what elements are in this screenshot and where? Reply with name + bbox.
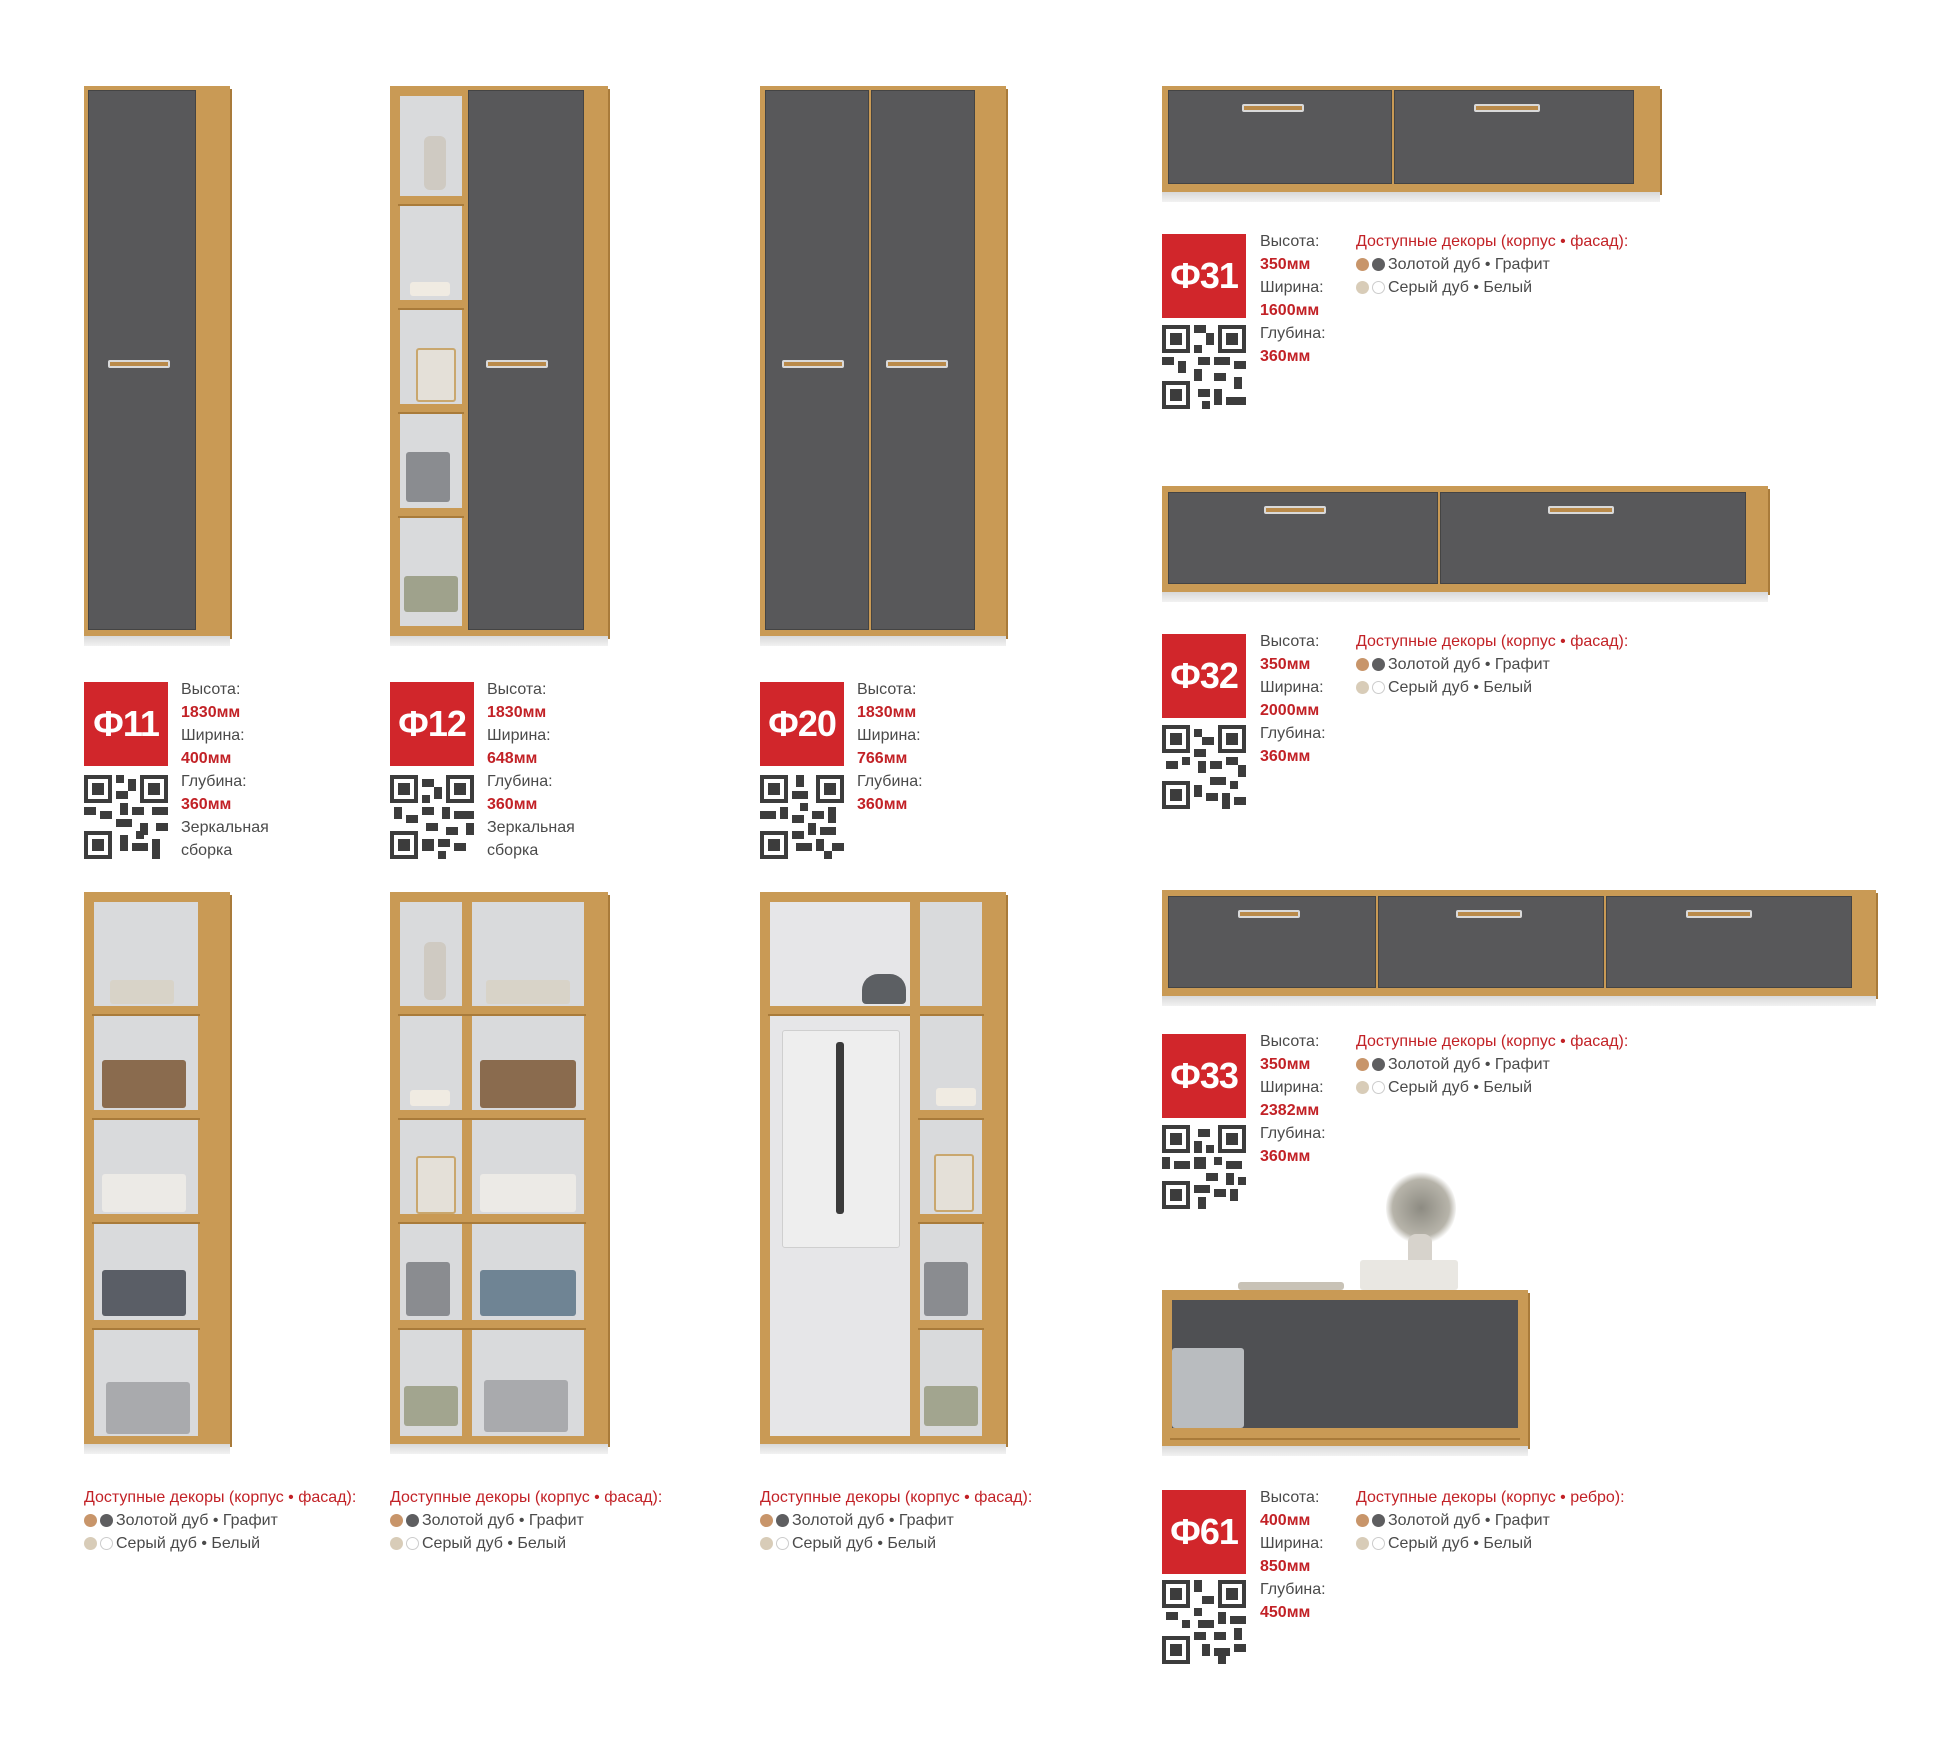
golden-oak-swatch-icon bbox=[1356, 258, 1369, 271]
door-handle bbox=[108, 360, 170, 368]
depth-value: 360мм bbox=[181, 796, 232, 813]
width-label: Ширина: bbox=[487, 727, 551, 744]
qr-code-icon bbox=[760, 775, 844, 859]
height-label: Высота: bbox=[1260, 1033, 1320, 1050]
flap-handle bbox=[1264, 506, 1326, 514]
shelving-f11-open-image bbox=[84, 892, 230, 1444]
decor-option-grey-oak-white bbox=[1356, 276, 1628, 299]
decor-option-grey-oak-white bbox=[1356, 1076, 1628, 1099]
decor-option-grey-oak-white bbox=[760, 1532, 1032, 1555]
decor-option-label: Золотой дуб • Графит bbox=[792, 1512, 954, 1529]
decor-option-label: Золотой дуб • Графит bbox=[116, 1512, 278, 1529]
decor-options-header: Доступные декоры (корпус • ребро): bbox=[1356, 1489, 1625, 1506]
wardrobe-f11-image bbox=[84, 86, 230, 636]
product-code-badge-f32: Ф32 bbox=[1162, 634, 1246, 718]
bench-f61-decor bbox=[1360, 1240, 1488, 1290]
decor-option-label: Серый дуб • Белый bbox=[792, 1535, 937, 1552]
door-handle bbox=[782, 360, 844, 368]
shelving-f12-open-image bbox=[390, 892, 608, 1444]
width-value: 766мм bbox=[857, 750, 908, 767]
height-label: Высота: bbox=[1260, 233, 1320, 250]
height-value: 1830мм bbox=[181, 704, 241, 721]
decor-option-label: Серый дуб • Белый bbox=[1388, 1535, 1533, 1552]
grey-oak-swatch-icon bbox=[1356, 681, 1369, 694]
height-value: 400мм bbox=[1260, 1512, 1311, 1529]
width-label: Ширина: bbox=[1260, 1535, 1324, 1552]
height-value: 1830мм bbox=[857, 704, 917, 721]
height-label: Высота: bbox=[857, 681, 917, 698]
width-value: 2000мм bbox=[1260, 702, 1320, 719]
graphite-swatch-icon bbox=[1372, 258, 1385, 271]
white-swatch-icon bbox=[1372, 681, 1385, 694]
decor-options-f20-open bbox=[760, 1486, 1032, 1555]
mirror-assembly-note-2: сборка bbox=[487, 842, 539, 859]
specs-f31 bbox=[1260, 230, 1326, 368]
mirror-assembly-note-2: сборка bbox=[181, 842, 233, 859]
height-label: Высота: bbox=[181, 681, 241, 698]
golden-oak-swatch-icon bbox=[760, 1514, 773, 1527]
decor-option-label: Серый дуб • Белый bbox=[422, 1535, 567, 1552]
depth-label: Глубина: bbox=[1260, 1125, 1326, 1142]
flap-handle bbox=[1456, 910, 1522, 918]
decor-option-label: Золотой дуб • Графит bbox=[1388, 1512, 1550, 1529]
product-code-badge-f11: Ф11 bbox=[84, 682, 168, 766]
decor-option-grey-oak-white bbox=[1356, 676, 1628, 699]
white-swatch-icon bbox=[406, 1537, 419, 1550]
bench-f61-image bbox=[1162, 1290, 1528, 1446]
depth-value: 360мм bbox=[1260, 748, 1311, 765]
qr-code-icon bbox=[1162, 1125, 1246, 1209]
decor-option-label: Золотой дуб • Графит bbox=[422, 1512, 584, 1529]
flap-handle bbox=[1474, 104, 1540, 112]
depth-value: 360мм bbox=[857, 796, 908, 813]
decor-option-grey-oak-white bbox=[84, 1532, 356, 1555]
depth-value: 360мм bbox=[1260, 348, 1311, 365]
width-label: Ширина: bbox=[181, 727, 245, 744]
width-value: 1600мм bbox=[1260, 302, 1320, 319]
decor-option-label: Серый дуб • Белый bbox=[1388, 279, 1533, 296]
white-swatch-icon bbox=[1372, 1537, 1385, 1550]
decor-options-f61 bbox=[1356, 1486, 1625, 1555]
flap-handle bbox=[1548, 506, 1614, 514]
depth-label: Глубина: bbox=[1260, 325, 1326, 342]
width-label: Ширина: bbox=[1260, 1079, 1324, 1096]
product-code-badge-f12: Ф12 bbox=[390, 682, 474, 766]
qr-code-icon bbox=[1162, 1580, 1246, 1664]
door-handle bbox=[486, 360, 548, 368]
width-value: 2382мм bbox=[1260, 1102, 1320, 1119]
depth-label: Глубина: bbox=[181, 773, 247, 790]
grey-oak-swatch-icon bbox=[1356, 1081, 1369, 1094]
decor-options-header: Доступные декоры (корпус • фасад): bbox=[760, 1489, 1033, 1506]
decor-options-header: Доступные декоры (корпус • фасад): bbox=[1356, 1033, 1629, 1050]
white-swatch-icon bbox=[100, 1537, 113, 1550]
decor-option-grey-oak-white bbox=[390, 1532, 662, 1555]
width-label: Ширина: bbox=[1260, 279, 1324, 296]
decor-option-golden-oak-graphite bbox=[1356, 1509, 1625, 1532]
height-value: 350мм bbox=[1260, 1056, 1311, 1073]
golden-oak-swatch-icon bbox=[1356, 658, 1369, 671]
door-handle bbox=[886, 360, 948, 368]
golden-oak-swatch-icon bbox=[1356, 1514, 1369, 1527]
height-value: 350мм bbox=[1260, 256, 1311, 273]
product-code-badge-f61: Ф61 bbox=[1162, 1490, 1246, 1574]
decor-option-golden-oak-graphite bbox=[84, 1509, 356, 1532]
grey-oak-swatch-icon bbox=[760, 1537, 773, 1550]
decor-options-f31 bbox=[1356, 230, 1628, 299]
flap-handle bbox=[1686, 910, 1752, 918]
decor-option-label: Золотой дуб • Графит bbox=[1388, 656, 1550, 673]
product-code-badge-f31: Ф31 bbox=[1162, 234, 1246, 318]
decor-options-f32 bbox=[1356, 630, 1628, 699]
decor-option-golden-oak-graphite bbox=[760, 1509, 1032, 1532]
flap-handle bbox=[1242, 104, 1304, 112]
flap-handle bbox=[1238, 910, 1300, 918]
decor-option-golden-oak-graphite bbox=[1356, 253, 1628, 276]
decor-option-label: Серый дуб • Белый bbox=[1388, 1079, 1533, 1096]
decor-option-golden-oak-graphite bbox=[1356, 653, 1628, 676]
decor-option-golden-oak-graphite bbox=[390, 1509, 662, 1532]
qr-code-icon bbox=[1162, 325, 1246, 409]
bench-f61-books-top bbox=[1238, 1282, 1344, 1290]
decor-option-label: Серый дуб • Белый bbox=[1388, 679, 1533, 696]
grey-oak-swatch-icon bbox=[1356, 281, 1369, 294]
qr-code-icon bbox=[84, 775, 168, 859]
height-label: Высота: bbox=[1260, 1489, 1320, 1506]
width-label: Ширина: bbox=[857, 727, 921, 744]
depth-value: 360мм bbox=[1260, 1148, 1311, 1165]
specs-f32 bbox=[1260, 630, 1326, 768]
grey-oak-swatch-icon bbox=[390, 1537, 403, 1550]
graphite-swatch-icon bbox=[100, 1514, 113, 1527]
depth-label: Глубина: bbox=[857, 773, 923, 790]
decor-options-f12-open bbox=[390, 1486, 662, 1555]
graphite-swatch-icon bbox=[1372, 1514, 1385, 1527]
grey-oak-swatch-icon bbox=[84, 1537, 97, 1550]
decor-options-header: Доступные декоры (корпус • фасад): bbox=[390, 1489, 663, 1506]
hanger-f20-open-image bbox=[760, 892, 1006, 1444]
wall-cabinet-f33-image bbox=[1162, 890, 1876, 996]
height-label: Высота: bbox=[1260, 633, 1320, 650]
depth-value: 450мм bbox=[1260, 1604, 1311, 1621]
width-value: 648мм bbox=[487, 750, 538, 767]
qr-code-icon bbox=[390, 775, 474, 859]
decor-option-golden-oak-graphite bbox=[1356, 1053, 1628, 1076]
qr-code-icon bbox=[1162, 725, 1246, 809]
decor-option-label: Золотой дуб • Графит bbox=[1388, 1056, 1550, 1073]
grey-oak-swatch-icon bbox=[1356, 1537, 1369, 1550]
decor-options-header: Доступные декоры (корпус • фасад): bbox=[1356, 633, 1629, 650]
graphite-swatch-icon bbox=[406, 1514, 419, 1527]
depth-value: 360мм bbox=[487, 796, 538, 813]
depth-label: Глубина: bbox=[1260, 725, 1326, 742]
wall-cabinet-f31-image bbox=[1162, 86, 1660, 192]
height-value: 350мм bbox=[1260, 656, 1311, 673]
decor-option-label: Серый дуб • Белый bbox=[116, 1535, 261, 1552]
specs-f20 bbox=[857, 678, 923, 816]
golden-oak-swatch-icon bbox=[1356, 1058, 1369, 1071]
mirror-assembly-note: Зеркальная bbox=[487, 819, 575, 836]
specs-f11 bbox=[181, 678, 269, 862]
decor-options-header: Доступные декоры (корпус • фасад): bbox=[1356, 233, 1629, 250]
height-label: Высота: bbox=[487, 681, 547, 698]
decor-options-header: Доступные декоры (корпус • фасад): bbox=[84, 1489, 357, 1506]
graphite-swatch-icon bbox=[1372, 658, 1385, 671]
wall-cabinet-f32-image bbox=[1162, 486, 1768, 592]
height-value: 1830мм bbox=[487, 704, 547, 721]
mirror-assembly-note: Зеркальная bbox=[181, 819, 269, 836]
decor-option-grey-oak-white bbox=[1356, 1532, 1625, 1555]
product-code-badge-f33: Ф33 bbox=[1162, 1034, 1246, 1118]
graphite-swatch-icon bbox=[776, 1514, 789, 1527]
white-swatch-icon bbox=[776, 1537, 789, 1550]
wardrobe-f20-image bbox=[760, 86, 1006, 636]
golden-oak-swatch-icon bbox=[84, 1514, 97, 1527]
specs-f33 bbox=[1260, 1030, 1326, 1168]
decor-options-f11-open bbox=[84, 1486, 356, 1555]
wardrobe-f12-image bbox=[390, 86, 608, 636]
depth-label: Глубина: bbox=[1260, 1581, 1326, 1598]
decor-option-label: Золотой дуб • Графит bbox=[1388, 256, 1550, 273]
white-swatch-icon bbox=[1372, 1081, 1385, 1094]
golden-oak-swatch-icon bbox=[390, 1514, 403, 1527]
decor-options-f33 bbox=[1356, 1030, 1628, 1099]
white-swatch-icon bbox=[1372, 281, 1385, 294]
width-label: Ширина: bbox=[1260, 679, 1324, 696]
width-value: 850мм bbox=[1260, 1558, 1311, 1575]
specs-f61 bbox=[1260, 1486, 1326, 1624]
width-value: 400мм bbox=[181, 750, 232, 767]
product-code-badge-f20: Ф20 bbox=[760, 682, 844, 766]
graphite-swatch-icon bbox=[1372, 1058, 1385, 1071]
depth-label: Глубина: bbox=[487, 773, 553, 790]
specs-f12 bbox=[487, 678, 575, 862]
